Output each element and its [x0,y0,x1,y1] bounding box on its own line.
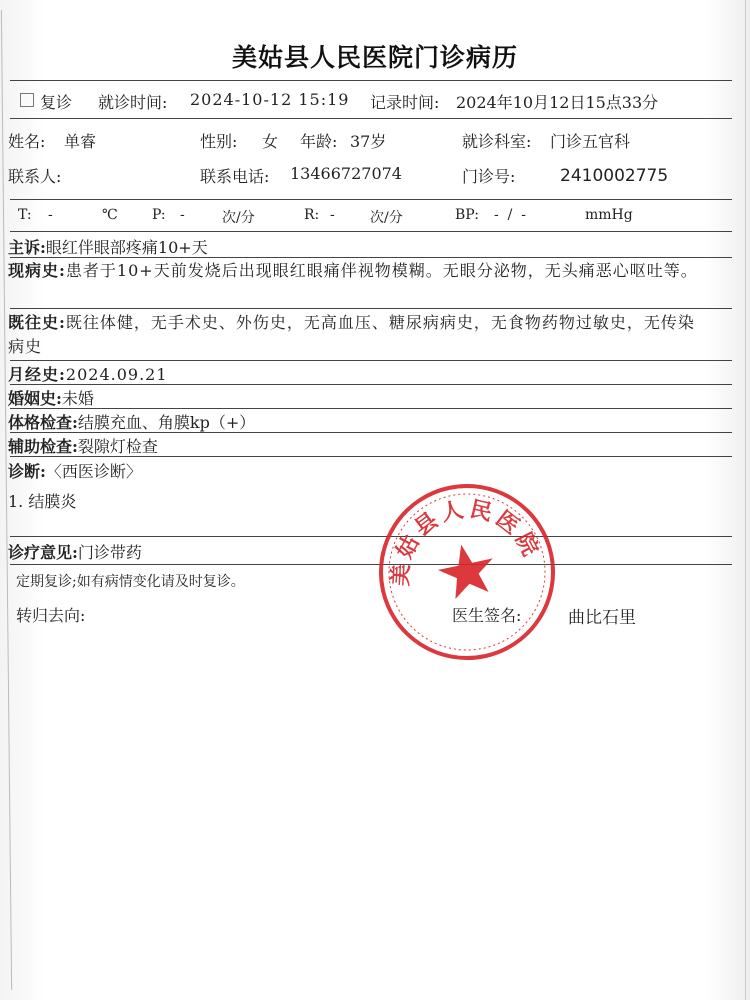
followup-note: 定期复诊;如有病情变化请及时复诊。 [16,574,245,590]
gender-value: 女 [262,132,279,151]
visit-time: 2024-10-12 15:19 [190,90,350,109]
patient-name: 单睿 [64,132,97,151]
outpatient-no: 2410002775 [560,166,669,186]
contact-label: 联系人: [8,167,62,186]
resp-value: - [330,207,335,223]
referral-label: 转归去向: [16,606,86,625]
divider-ph [10,360,732,361]
temp-unit: ℃ [102,207,118,223]
doctor-sign-label: 医生签名: [452,606,522,625]
temp-value: - [48,207,53,223]
outpatient-no-label: 门诊号: [462,167,516,186]
temp-label: T: [18,207,32,223]
diagnosis-label: 诊断: [8,462,46,481]
diagnosis-type: 〈西医诊断〉 [45,462,142,481]
gender-label: 性别: [200,132,238,151]
document-title: 美姑县人民医院门诊病历 [231,43,518,72]
divider-pi [10,308,732,309]
pulse-label: P: [152,207,166,223]
chief-complaint-label: 主诉: [8,238,46,257]
present-illness: 患者于10+天前发烧后出现眼红眼痛伴视物模糊。无眼分泌物，无头痛恶心呕吐等。 [65,261,698,280]
visit-time-label: 就诊时间: [98,93,168,112]
present-illness-label: 现病史: [8,261,66,280]
menstrual-label: 月经史: [8,365,66,384]
revisit-checkbox[interactable] [20,93,34,107]
diagnosis-item: 1. 结膜炎 [8,492,77,511]
resp-label: R: [304,207,320,223]
marital-value: 未婚 [61,389,94,408]
age-label: 年龄: [300,132,338,151]
divider-pe [10,432,732,433]
treatment-label: 诊疗意见: [8,543,78,562]
chief-complaint: 眼红伴眼部疼痛10+天 [45,238,208,257]
marital-label: 婚姻史: [8,389,62,408]
pulse-unit: 次/分 [222,210,255,226]
pulse-value: - [180,207,185,223]
divider-top [10,80,732,81]
past-history-block [8,311,698,359]
aux-exam-label: 辅助检查: [8,437,78,456]
divider-marital [10,408,732,409]
seal-text-path: 美姑县人民医院 [388,496,545,587]
department-label: 就诊科室: [462,132,532,151]
divider-cc [10,257,732,258]
age-value: 37岁 [350,132,387,151]
hospital-seal [360,465,573,678]
aux-exam: 裂隙灯检查 [77,437,158,456]
divider-mh [10,384,732,385]
divider-header [10,118,732,119]
department-value: 门诊五官科 [550,132,631,151]
seal-star-icon [434,539,500,602]
divider-ae [10,456,732,457]
revisit-label: 复诊 [40,93,73,112]
paper-edge-right [745,0,746,1000]
resp-unit: 次/分 [370,210,403,226]
record-time: 2024年10月12日15点33分 [456,93,659,112]
divider-vitals [10,231,732,232]
menstrual-value: 2024.09.21 [65,365,168,384]
divider-treatment [10,564,732,565]
record-time-label: 记录时间: [370,93,440,112]
bp-label: BP: [455,207,479,223]
divider-patient [10,199,732,200]
phone-value: 13466727074 [290,164,402,183]
past-history: 既往体健，无手术史、外伤史，无高血压、糖尿病病史，无食物药物过敏史，无传染病史 [8,313,695,356]
physical-exam: 结膜充血、角膜kp（+） [77,413,256,432]
treatment-value: 门诊带药 [77,543,142,562]
bp-unit: mmHg [585,207,633,223]
present-illness-block [8,259,698,283]
phone-label: 联系电话: [200,167,270,186]
physical-exam-label: 体格检查: [8,413,78,432]
past-history-label: 既往史: [8,313,66,332]
name-label: 姓名: [8,132,46,151]
bp-value: - / - [494,207,526,223]
doctor-name: 曲比石里 [568,608,636,628]
